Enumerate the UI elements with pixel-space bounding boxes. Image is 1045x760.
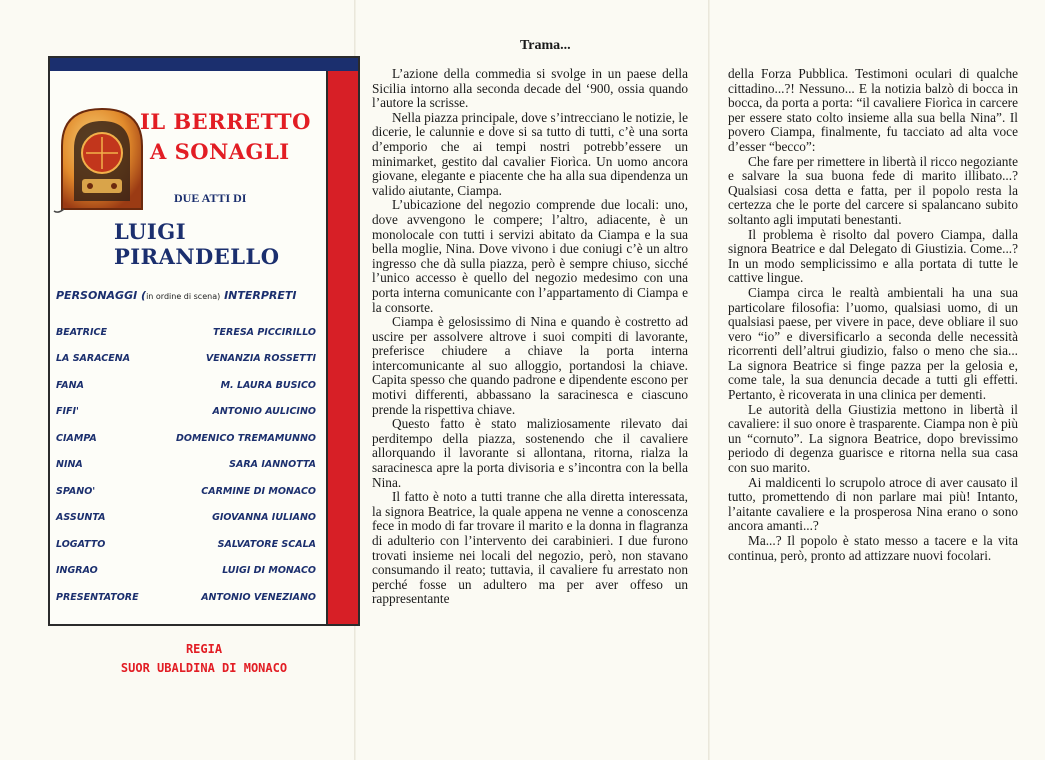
plot-column-1: [372, 67, 688, 607]
cast-row: [56, 584, 316, 611]
cast-row: [56, 531, 316, 558]
actor-name: ANTONIO AULICINO: [212, 406, 316, 418]
role-name: BEATRICE: [56, 326, 107, 338]
cast-header-performers: INTERPRETI: [224, 289, 297, 302]
cast-row: [56, 399, 316, 426]
fold-line-right: [708, 0, 710, 760]
card-content: [50, 71, 326, 624]
plot-heading: Trama...: [520, 38, 571, 53]
actor-name: SALVATORE SCALA: [217, 538, 316, 550]
role-name: FIFI': [56, 406, 79, 418]
actor-name: VENANZIA ROSSETTI: [205, 353, 316, 365]
cast-card: [48, 56, 360, 626]
actor-name: ANTONIO VENEZIANO: [201, 591, 316, 603]
actor-name: LUIGI DI MONACO: [222, 565, 316, 577]
role-name: LA SARACENA: [56, 353, 131, 365]
plot-paragraph: della Forza Pubblica. Testimoni oculari di qualche cittadino...?! Nessuno... E la notizia balzò di bocca in bocca, da porta a porta: “il cavaliere Fiorìca in carcere per essere stato colto insieme alla sua bella Nina”. Il povero Ciampa, finalmente, fu tacciato ad alta voce d’esser “becco”:: [728, 66, 1018, 154]
role-name: ASSUNTA: [56, 512, 106, 524]
cast-header: [56, 289, 324, 302]
cast-row: [56, 372, 316, 399]
cast-header-characters: PERSONAGGI: [56, 289, 138, 302]
role-name: CIAMPA: [56, 432, 97, 444]
cast-row: [56, 505, 316, 532]
cast-row: [56, 452, 316, 479]
play-title-line1: IL BERRETTO: [140, 109, 311, 134]
plot-paragraph: Ciampa è gelosissimo di Nina e quando è costretto ad uscire per assolvere altrove i suoi compiti di lavorante, preferisce chiudere a chiave la porta interna intercomunicante al suo alloggio, portandosi la chiave. Capita spesso che quando padrone e dipendente escono per motivi differenti, abbassano la saracinesca e ciascuno prende la rispettiva chiave.: [372, 314, 688, 417]
plot-paragraph: Nella piazza principale, dove s’intrecciano le notizie, le dicerie, le calunnie e dove si sa tutto di tutti, c’è una sorta d’emporio che ai tempi nostri potrebb’essere un minimarket, gestito dal cavalier Fiorìca. Un uomo ancora giovane, elegante e piacente che ha alla sua dipendenza un valido aiutante, Ciampa.: [372, 109, 688, 198]
plot-paragraph: Ai maldicenti lo scrupolo atroce di aver causato il tutto, promettendo di non parlare mai più! Intanto, l’aitante cavaliere e la prosperosa Nina erano o sono ancora amanti...?: [728, 474, 1018, 534]
vintage-radio-icon: [52, 101, 152, 219]
play-title-line2: A SONAGLI: [150, 139, 290, 164]
actor-name: CARMINE DI MONACO: [201, 485, 316, 497]
cast-row: [56, 478, 316, 505]
plot-paragraph: L’ubicazione del negozio comprende due locali: uno, dove avvengono le compere; l’altro, adiacente, è un monolocale con tutti i servizi abitato da Ciampa e la sua bella moglie, Nina. Dove vivono i due coniugi c’è un altro ingresso che dà sulla piazza, però è sempre chiuso, sicché l’unico accesso è quello del negozio medesimo con una porta interna comunicante con l’appartamento di Ciampa e la consorte.: [372, 197, 688, 315]
role-name: INGRAO: [56, 565, 98, 577]
actor-name: M. LAURA BUSICO: [220, 379, 316, 391]
cast-row: [56, 346, 316, 373]
actor-name: DOMENICO TREMAMUNNO: [176, 432, 316, 444]
plot-paragraph: Le autorità della Giustizia mettono in libertà il cavaliere: il suo onore è trasparente. Ciampa non è più un “cornuto”. La signora Beatrice, dopo brevissimo periodo di degenza guarisce e ritorna nella sua casa con suo marito.: [728, 401, 1018, 476]
direction-label: REGIA: [185, 642, 223, 656]
actor-name: TERESA PICCIRILLO: [213, 326, 316, 338]
role-name: SPANO': [56, 485, 96, 497]
role-name: LOGATTO: [56, 538, 106, 550]
role-name: PRESENTATORE: [56, 591, 139, 603]
cast-header-note: in ordine di scena): [146, 292, 221, 301]
cast-row: [56, 558, 316, 585]
director-name: SUOR UBALDINA DI MONACO: [120, 661, 288, 675]
plot-paragraph: L’azione della commedia si svolge in un paese della Sicilia intorno alla seconda decade del ‘900, ossia quando l’autore la scrisse.: [372, 66, 688, 111]
plot-paragraph: Il fatto è noto a tutti tranne che alla diretta interessata, la signora Beatrice, la quale appena ne venne a conoscenza fece in modo di far trovare il marito e la donna in flagranza di adulterio con l’intervento dei carabinieri. I due furono trovati insieme nei locali del negozio, però, non stavano consumando il reato; tuttavia, il cavaliere fu arrestato non perché fosse un adultero ma per aver offeso un rappresentante: [372, 489, 688, 607]
cast-list: [56, 319, 316, 611]
plot-column-2: [728, 67, 1018, 563]
card-top-bar: [50, 58, 358, 71]
plot-paragraph: Questo fatto è stato maliziosamente rilevato dai perditempo della piazza, sostenendo che il cavaliere allorquando il lavorante si allontana, ritorna, rialza la saracinesca apre la porta divisoria e s’incontra con la bella Nina.: [372, 416, 688, 490]
actor-name: GIOVANNA IULIANO: [212, 512, 316, 524]
role-name: NINA: [56, 459, 83, 471]
byline: DUE ATTI DI: [174, 191, 247, 205]
card-red-bar: [326, 71, 358, 624]
cast-row: [56, 425, 316, 452]
plot-paragraph: Ciampa circa le realtà ambientali ha una sua particolare filosofia: l’uomo, qualsiasi uomo, di un qualsiasi paese, per vivere in pace, deve obliare il suo vero “io” e diversificarlo a seconda delle necessità ricorrenti dell’altrui giudizio, falso o meno che sia... La signora Beatrice si finge pazza per la gelosia e, come tale, la sua denuncia decade a tutti gli effetti. Pertanto, è ricoverata in una clinica per dementi.: [728, 284, 1018, 403]
plot-paragraph: Il problema è risolto dal povero Ciampa, dalla signora Beatrice e dal Delegato di Giustizia. Come...? In un modo semplicissimo e alla portata di tutte le cattive lingue.: [728, 226, 1018, 286]
plot-paragraph: Ma...? Il popolo è stato messo a tacere e la vita continua, però, pronto ad attizzare nuovi focolari.: [728, 533, 1018, 563]
role-name: FANA: [56, 379, 84, 391]
author-name: LUIGI PIRANDELLO: [114, 219, 280, 269]
actor-name: SARA IANNOTTA: [229, 459, 316, 471]
cast-row: [56, 319, 316, 346]
cast-header-paren: (: [141, 289, 147, 302]
plot-paragraph: Che fare per rimettere in libertà il ricco negoziante e salvare la sua buona fede di marito illibato...? Qualsiasi cosa detta e fatta, per il popolo resta la certezza che le porte del carcere si spalancano subito soltanto agli imputati benestanti.: [728, 153, 1018, 227]
